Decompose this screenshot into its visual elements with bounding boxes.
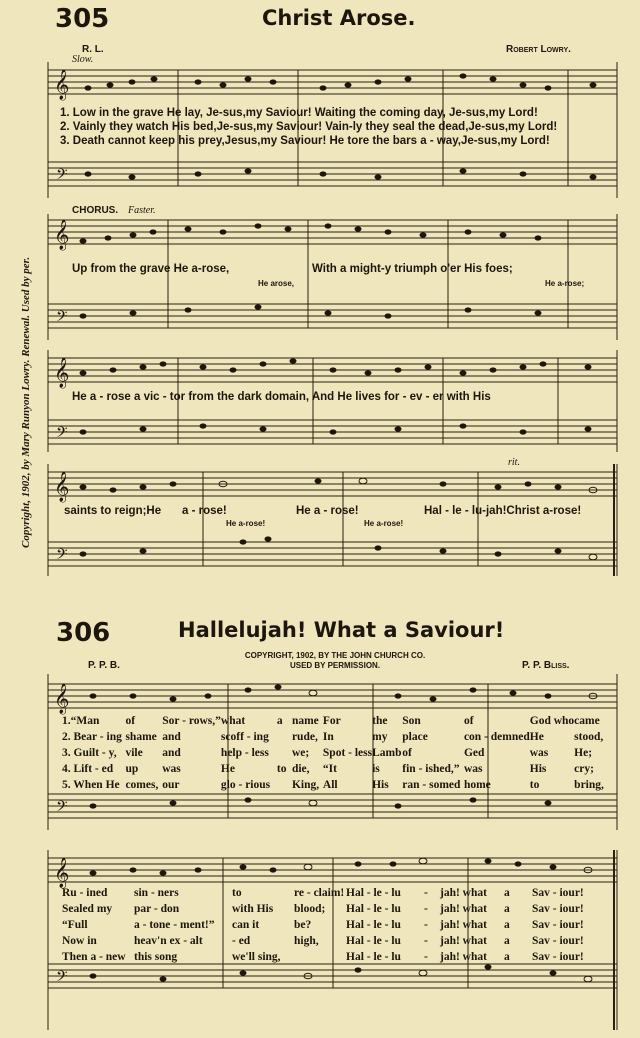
lyric-cell: jah! what — [440, 903, 487, 915]
echo-lyric: He arose, — [258, 279, 295, 288]
svg-text:𝄢: 𝄢 — [56, 308, 68, 329]
lyric-cell: to — [232, 887, 242, 899]
verse-row — [62, 949, 607, 965]
lyric-cell: Sav - iour! — [532, 951, 584, 963]
lyric-cell: Sav - iour! — [532, 919, 584, 931]
lyric-cell: blood; — [294, 903, 326, 915]
verse-row — [62, 901, 607, 917]
lyric-cell: up — [125, 763, 139, 775]
verse-row — [62, 713, 607, 729]
lyric-cell: He; — [574, 747, 593, 759]
lyric-cell: rude, — [291, 731, 318, 743]
copyright-line: USED BY PERMISSION. — [289, 661, 381, 670]
lyric-cell: “It — [322, 763, 337, 775]
hymn-title: Hallelujah! What a Saviour! — [178, 618, 505, 642]
lyric-cell: a — [504, 887, 510, 899]
lyric-cell — [277, 777, 292, 793]
lyric-cell: Hal - le - lu — [346, 903, 401, 915]
lyric-cell: high, — [294, 935, 319, 947]
lyric-cell: Ru - ined — [62, 887, 108, 899]
lyric-cell: home — [463, 779, 491, 791]
verse-2: 2. Vainly they watch His bed,Je-sus,my Saviour! Vain-ly they seal the dead,Je-sus,my Lord! — [60, 121, 558, 133]
lyric-cell: Sav - iour! — [532, 887, 584, 899]
tempo-marking: Slow. — [72, 54, 94, 65]
verse-row — [62, 885, 607, 901]
lyric-cell: jah! what — [440, 951, 487, 963]
lyric-cell: stood, — [574, 731, 604, 743]
lyric-cell: He — [220, 763, 235, 775]
lyric-cell: scoff - ing — [220, 731, 269, 743]
lyric-cell: con - demned — [463, 731, 530, 743]
music-system — [48, 462, 618, 580]
svg-text:𝄢: 𝄢 — [56, 798, 68, 819]
svg-text:𝄢: 𝄢 — [56, 968, 68, 989]
verse-table-a — [62, 713, 607, 793]
svg-text:𝄞: 𝄞 — [54, 472, 70, 502]
svg-text:𝄢: 𝄢 — [56, 424, 68, 445]
verse-3: 3. Death cannot keep his prey,Jesus,my Saviour! He tore the bars a - way,Je-sus,my Lord! — [60, 135, 550, 147]
chorus-lyric-3d: Hal - le - lu-jah!Christ a-rose! — [424, 505, 582, 517]
chorus-lyric-1: Up from the grave He a-rose, — [72, 263, 230, 275]
lyric-cell: of — [402, 747, 412, 759]
lyric-cell: a — [504, 903, 510, 915]
lyric-cell: Hal - le - lu — [346, 919, 401, 931]
lyric-cell: Spot - less — [322, 747, 373, 759]
lyric-cell: par - don — [134, 903, 180, 915]
lyric-cell: King, — [291, 779, 320, 791]
lyric-cell: comes, — [125, 779, 159, 791]
lyric-cell: 3. Guilt - y, — [62, 747, 117, 759]
lyric-cell: 5. When He — [62, 779, 120, 791]
chorus-label: CHORUS. — [72, 205, 119, 216]
lyric-cell: 1.“Man — [62, 715, 100, 727]
lyric-cell: of — [463, 715, 474, 727]
lyric-cell: “Full — [62, 919, 88, 931]
lyric-cell — [277, 729, 292, 745]
verse-1: 1. Low in the grave He lay, Je-sus,my Saviour! Waiting the coming day, Je-sus,my Lord! — [60, 107, 538, 119]
lyric-cell: sin - ners — [134, 887, 179, 899]
lyric-cell: was — [463, 763, 483, 775]
lyric-cell: of — [125, 715, 136, 727]
lyric-cell: my — [372, 731, 388, 743]
lyric-cell: bring, — [574, 779, 604, 791]
lyric-cell: and — [162, 747, 181, 759]
lyric-cell: Son — [402, 715, 421, 727]
verse-row — [62, 777, 607, 793]
chorus-tempo: Faster. — [128, 205, 156, 216]
echo-lyric: He a-rose; — [545, 279, 585, 288]
lyric-cell: His — [529, 763, 547, 775]
lyric-cell: a — [276, 715, 283, 727]
lyric-cell: ran - somed — [402, 779, 461, 791]
lyric-cell: a — [504, 935, 510, 947]
svg-text:𝄞: 𝄞 — [54, 684, 70, 714]
lyric-cell: Ged — [463, 747, 485, 759]
lyric-cell: 2. Bear - ing — [62, 731, 122, 743]
lyric-cell: - ed — [232, 935, 251, 947]
verse-row — [62, 729, 607, 745]
lyric-cell: vile — [125, 747, 143, 759]
lyric-cell: help - less — [220, 747, 269, 759]
chorus-lyric-1b: With a might-y triumph o'er His foes; — [312, 263, 513, 275]
lyric-cell: was — [162, 763, 181, 775]
lyric-cell: die, — [291, 763, 310, 775]
lyric-cell: glo - rious — [220, 779, 271, 791]
lyric-cell: - — [424, 919, 428, 931]
lyric-cell: heav'n ex - alt — [134, 935, 203, 947]
lyric-cell — [277, 745, 292, 761]
lyric-cell: what — [220, 715, 246, 727]
chorus-lyric-3b: a - rose! — [182, 505, 227, 517]
hymn-title: Christ Arose. — [262, 6, 416, 30]
lyric-cell: came — [574, 715, 600, 727]
words-credit: R. L. — [82, 44, 104, 55]
lyric-cell: fin - ished,” — [402, 763, 460, 775]
lyric-cell: Lamb — [372, 747, 402, 759]
svg-text:𝄢: 𝄢 — [56, 166, 68, 187]
lyric-cell: the — [372, 715, 388, 727]
copyright-side-note: Copyright, 1902, by Mary Runyon Lowry. Renewal. Used by per. — [20, 256, 32, 548]
lyric-cell: - — [424, 903, 428, 915]
chorus-lyric-3a: saints to reign;He — [64, 505, 162, 517]
lyric-cell: In — [322, 731, 334, 743]
lyric-cell: Hal - le - lu — [346, 951, 401, 963]
lyric-cell: For — [322, 715, 341, 727]
lyric-cell: Hal - le - lu — [346, 935, 401, 947]
lyric-cell: jah! what — [440, 887, 487, 899]
lyric-cell: His — [372, 779, 389, 791]
lyric-cell: and — [162, 731, 181, 743]
lyric-cell: name — [291, 715, 319, 727]
lyric-cell: a — [504, 951, 510, 963]
lyric-cell: Sealed my — [62, 903, 113, 915]
lyric-cell: 4. Lift - ed — [62, 763, 114, 775]
lyric-cell: Now in — [62, 935, 97, 947]
lyric-cell: was — [529, 747, 549, 759]
lyric-cell: to — [529, 779, 540, 791]
lyric-cell: can it — [232, 919, 260, 931]
lyric-cell: - — [424, 951, 428, 963]
lyric-cell: Sav - iour! — [532, 903, 584, 915]
svg-text:𝄞: 𝄞 — [54, 858, 70, 888]
verse-row — [62, 745, 607, 761]
lyric-cell: this song — [134, 951, 178, 963]
lyric-cell: our — [162, 779, 180, 791]
lyric-cell: with His — [232, 903, 274, 915]
ritardando-marking: rit. — [508, 457, 520, 468]
music-system — [48, 212, 618, 342]
hymn-number: 305 — [55, 4, 110, 34]
lyric-cell: - — [424, 935, 428, 947]
lyric-cell: cry; — [574, 763, 594, 775]
echo-lyric: He a-rose! — [364, 519, 404, 528]
hymn-number: 306 — [56, 618, 111, 648]
chorus-lyric-2: He a - rose a vic - tor from the dark domain, And He lives for - ev - er with His — [72, 391, 491, 403]
lyric-cell: a - tone - ment!” — [134, 919, 215, 931]
lyric-cell: be? — [294, 919, 312, 931]
lyric-cell: re - claim! — [294, 887, 345, 899]
verse-row — [62, 761, 607, 777]
svg-text:𝄞: 𝄞 — [54, 220, 70, 250]
music-credit: Robert Lowry. — [506, 44, 571, 55]
echo-lyric: He a-rose! — [226, 519, 266, 528]
svg-text:𝄢: 𝄢 — [56, 546, 68, 567]
lyric-cell: Hal - le - lu — [346, 887, 401, 899]
verse-table-b — [62, 885, 607, 965]
svg-text:𝄞: 𝄞 — [54, 358, 70, 388]
lyric-cell: All — [322, 779, 338, 791]
copyright-line: COPYRIGHT, 1902, BY THE JOHN CHURCH CO. — [244, 651, 426, 660]
lyric-cell: Sav - iour! — [532, 935, 584, 947]
chorus-lyric-3c: He a - rose! — [296, 505, 359, 517]
lyric-cell: place — [402, 731, 428, 743]
lyric-cell: shame — [125, 731, 157, 743]
lyric-cell: He — [529, 731, 544, 743]
lyric-cell: to — [276, 763, 287, 775]
lyric-cell: Then a - new — [62, 951, 126, 963]
lyric-cell: jah! what — [440, 935, 487, 947]
svg-text:𝄞: 𝄞 — [54, 70, 70, 100]
lyric-cell: is — [372, 763, 380, 775]
lyric-cell: we; — [291, 747, 310, 759]
verse-row — [62, 917, 607, 933]
lyric-cell — [294, 949, 346, 965]
lyric-cell: - — [424, 887, 428, 899]
lyric-cell: jah! what — [440, 919, 487, 931]
lyric-cell: we'll sing, — [232, 951, 281, 963]
lyric-cell: a — [504, 919, 510, 931]
lyric-cell: Sor - rows,” — [162, 715, 221, 727]
verse-row — [62, 933, 607, 949]
music-credit: P. P. Bliss. — [522, 660, 570, 671]
words-credit: P. P. B. — [88, 660, 120, 671]
lyric-cell: God who — [529, 715, 575, 727]
